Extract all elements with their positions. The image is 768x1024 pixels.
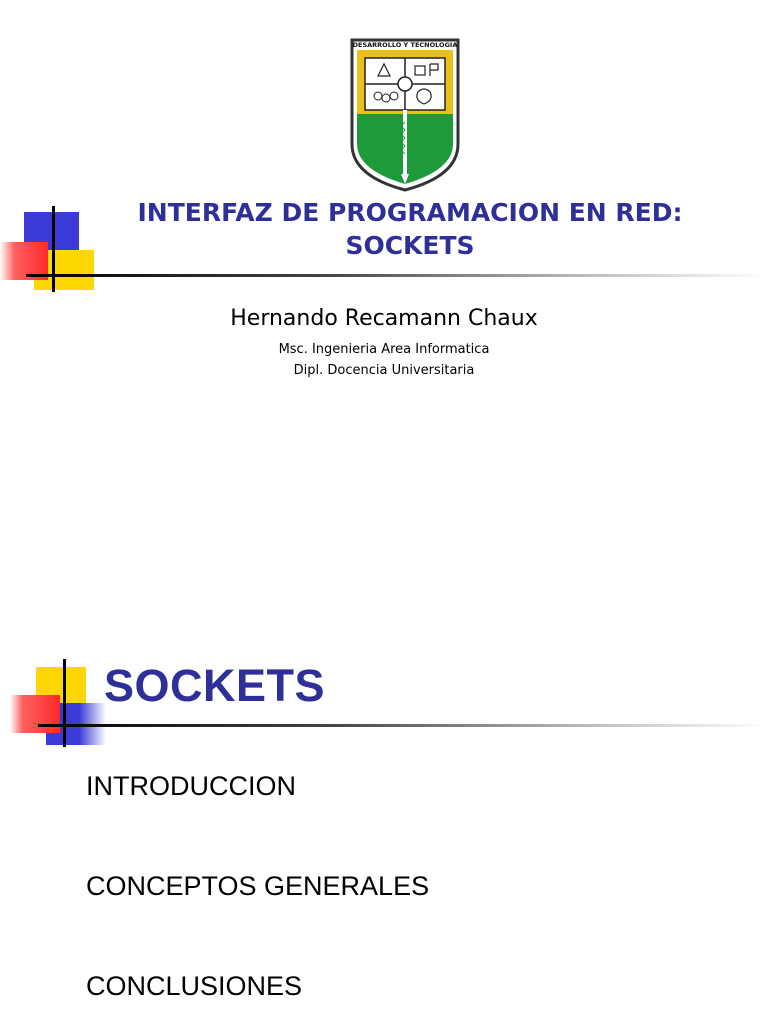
deco-red-square-2 xyxy=(10,695,60,733)
agenda-title: SOCKETS xyxy=(104,660,326,711)
slide-title xyxy=(110,196,710,262)
deco-vertical-line xyxy=(52,206,55,292)
university-emblem xyxy=(348,36,462,192)
emblem-banner-text: DESARROLLO Y TECNOLOGIA xyxy=(352,41,458,49)
agenda-title-underline xyxy=(38,724,768,727)
author-credential-2: Dipl. Docencia Universitaria xyxy=(293,363,475,378)
agenda-item-1: INTRODUCCION xyxy=(86,771,296,801)
corner-decoration xyxy=(0,200,110,295)
slide-title-line1: INTERFAZ DE PROGRAMACION EN RED: xyxy=(137,198,683,227)
author-name: Hernando Recamann Chaux xyxy=(230,306,538,331)
corner-decoration-2 xyxy=(0,655,110,750)
agenda-item-2: CONCEPTOS GENERALES xyxy=(86,871,430,901)
agenda-item-3: CONCLUSIONES xyxy=(86,971,303,1001)
slide-title-line2: SOCKETS xyxy=(345,231,475,260)
author-credential-1: Msc. Ingenieria Area Informatica xyxy=(278,342,490,357)
title-underline xyxy=(26,274,768,277)
agenda-slide xyxy=(0,600,768,1024)
deco-vertical-line-2 xyxy=(63,659,66,747)
